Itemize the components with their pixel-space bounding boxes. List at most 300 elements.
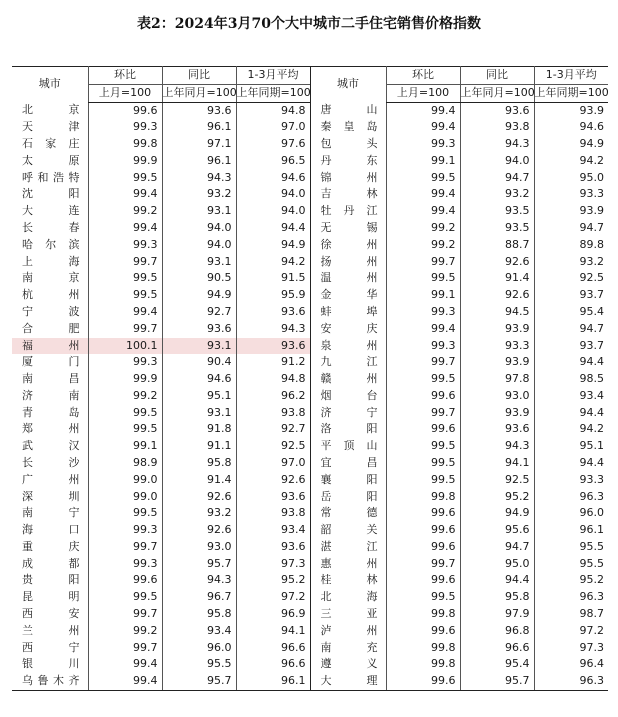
city-cell: 三亚 xyxy=(310,606,386,623)
city-cell: 石家庄 xyxy=(22,137,80,151)
city-cell: 韶关 xyxy=(310,522,386,539)
avg-cell: 96.4 xyxy=(534,656,608,673)
table-row xyxy=(12,405,608,422)
city-cell: 厦门 xyxy=(22,355,80,369)
avg-cell: 93.8 xyxy=(236,505,310,522)
hb-cell: 99.7 xyxy=(88,640,162,657)
table-row xyxy=(12,136,608,153)
hb-cell: 99.7 xyxy=(386,254,460,271)
city-cell: 呼和浩特 xyxy=(22,170,80,184)
table-row xyxy=(12,237,608,254)
header-avg-right: 1-3月平均 xyxy=(534,67,608,85)
hb-cell: 99.6 xyxy=(386,572,460,589)
price-index-table xyxy=(12,66,608,691)
avg-cell: 93.4 xyxy=(534,388,608,405)
city-cell: 徐州 xyxy=(310,237,386,254)
tb-cell: 94.6 xyxy=(162,371,236,388)
hb-cell: 99.5 xyxy=(88,405,162,422)
hb-cell: 99.5 xyxy=(386,589,460,606)
avg-cell: 95.2 xyxy=(534,572,608,589)
hb-cell: 99.5 xyxy=(386,438,460,455)
avg-cell: 94.6 xyxy=(236,170,310,187)
table-row xyxy=(12,455,608,472)
city-cell: 泉州 xyxy=(310,338,386,355)
hb-cell: 99.4 xyxy=(386,186,460,203)
city-cell: 济南 xyxy=(22,388,80,402)
hb-cell: 99.5 xyxy=(386,455,460,472)
header-avg-base-left: 上年同期=100 xyxy=(236,84,310,102)
tb-cell: 92.6 xyxy=(460,254,534,271)
table-row xyxy=(12,102,608,119)
hb-cell: 99.7 xyxy=(88,254,162,271)
tb-cell: 96.8 xyxy=(460,623,534,640)
city-cell: 常德 xyxy=(310,505,386,522)
avg-cell: 94.4 xyxy=(534,455,608,472)
hb-cell: 99.3 xyxy=(88,556,162,573)
tb-cell: 94.3 xyxy=(162,572,236,589)
avg-cell: 93.9 xyxy=(534,203,608,220)
city-cell: 锦州 xyxy=(310,170,386,187)
city-cell: 包头 xyxy=(310,136,386,153)
hb-cell: 99.7 xyxy=(386,405,460,422)
tb-cell: 93.1 xyxy=(162,203,236,220)
hb-cell: 99.3 xyxy=(88,354,162,371)
tb-cell: 91.4 xyxy=(162,472,236,489)
avg-cell: 93.7 xyxy=(534,338,608,355)
city-cell: 吉林 xyxy=(310,186,386,203)
tb-cell: 95.8 xyxy=(162,455,236,472)
city-cell: 重庆 xyxy=(22,539,80,553)
city-cell: 南充 xyxy=(310,640,386,657)
tb-cell: 93.0 xyxy=(162,539,236,556)
tb-cell: 94.9 xyxy=(162,287,236,304)
tb-cell: 90.4 xyxy=(162,354,236,371)
city-cell: 岳阳 xyxy=(310,489,386,506)
tb-cell: 94.0 xyxy=(162,237,236,254)
table-row xyxy=(12,338,608,355)
table-row xyxy=(12,304,608,321)
tb-cell: 92.6 xyxy=(162,522,236,539)
city-cell: 南宁 xyxy=(22,506,80,520)
avg-cell: 94.1 xyxy=(236,623,310,640)
hb-cell: 99.2 xyxy=(88,203,162,220)
table-row xyxy=(12,153,608,170)
avg-cell: 93.7 xyxy=(534,287,608,304)
avg-cell: 91.2 xyxy=(236,354,310,371)
hb-cell: 99.6 xyxy=(386,388,460,405)
tb-cell: 95.1 xyxy=(162,388,236,405)
city-cell: 哈尔滨 xyxy=(22,237,80,251)
avg-cell: 94.0 xyxy=(236,203,310,220)
avg-cell: 96.3 xyxy=(534,589,608,606)
tb-cell: 97.9 xyxy=(460,606,534,623)
table-row xyxy=(12,606,608,623)
tb-cell: 96.7 xyxy=(162,589,236,606)
hb-cell: 99.7 xyxy=(386,354,460,371)
avg-cell: 94.7 xyxy=(534,220,608,237)
city-cell: 金华 xyxy=(310,287,386,304)
avg-cell: 94.4 xyxy=(236,220,310,237)
avg-cell: 94.8 xyxy=(236,371,310,388)
tb-cell: 95.5 xyxy=(162,656,236,673)
city-cell: 福州 xyxy=(12,338,88,355)
city-cell: 太原 xyxy=(22,153,80,167)
tb-cell: 93.2 xyxy=(162,505,236,522)
hb-cell: 99.5 xyxy=(88,287,162,304)
header-hb-left: 环比 xyxy=(88,67,162,85)
hb-cell: 99.8 xyxy=(88,136,162,153)
avg-cell: 96.0 xyxy=(534,505,608,522)
city-cell: 深圳 xyxy=(22,489,80,503)
tb-cell: 97.8 xyxy=(460,371,534,388)
table-row xyxy=(12,589,608,606)
table-row xyxy=(12,673,608,690)
avg-cell: 92.7 xyxy=(236,421,310,438)
avg-cell: 89.8 xyxy=(534,237,608,254)
table-row xyxy=(12,203,608,220)
avg-cell: 93.3 xyxy=(534,472,608,489)
city-cell: 西安 xyxy=(22,607,80,620)
hb-cell: 99.8 xyxy=(386,656,460,673)
avg-cell: 93.8 xyxy=(236,405,310,422)
header-tb-base-left: 上年同月=100 xyxy=(162,84,236,102)
avg-cell: 94.9 xyxy=(236,237,310,254)
hb-cell: 99.4 xyxy=(88,673,162,690)
city-cell: 九江 xyxy=(310,354,386,371)
hb-cell: 99.2 xyxy=(88,388,162,405)
table-row xyxy=(12,438,608,455)
avg-cell: 93.6 xyxy=(236,338,310,355)
tb-cell: 92.5 xyxy=(460,472,534,489)
city-cell: 南昌 xyxy=(22,372,80,386)
city-cell: 北京 xyxy=(22,103,80,117)
avg-cell: 96.3 xyxy=(534,489,608,506)
city-cell: 无锡 xyxy=(310,220,386,237)
avg-cell: 94.2 xyxy=(534,153,608,170)
avg-cell: 93.6 xyxy=(236,489,310,506)
tb-cell: 93.8 xyxy=(460,119,534,136)
header-city-left: 城市 xyxy=(38,77,61,91)
header-hb-right: 环比 xyxy=(386,67,460,85)
tb-cell: 94.5 xyxy=(460,304,534,321)
avg-cell: 97.2 xyxy=(534,623,608,640)
tb-cell: 94.3 xyxy=(460,438,534,455)
table-row xyxy=(12,472,608,489)
hb-cell: 99.8 xyxy=(386,489,460,506)
avg-cell: 92.5 xyxy=(236,438,310,455)
avg-cell: 97.3 xyxy=(236,556,310,573)
tb-cell: 96.0 xyxy=(162,640,236,657)
tb-cell: 96.1 xyxy=(162,119,236,136)
avg-cell: 94.8 xyxy=(236,102,310,119)
avg-cell: 96.1 xyxy=(534,522,608,539)
avg-cell: 97.0 xyxy=(236,119,310,136)
city-cell: 银川 xyxy=(22,657,80,671)
hb-cell: 99.7 xyxy=(386,556,460,573)
city-cell: 赣州 xyxy=(310,371,386,388)
tb-cell: 92.6 xyxy=(460,287,534,304)
city-cell: 成都 xyxy=(22,556,80,570)
table-row xyxy=(12,640,608,657)
city-cell: 上海 xyxy=(22,254,80,268)
city-cell: 襄阳 xyxy=(310,472,386,489)
hb-cell: 99.9 xyxy=(88,153,162,170)
header-avg-left: 1-3月平均 xyxy=(236,67,310,85)
table-row xyxy=(12,270,608,287)
hb-cell: 99.3 xyxy=(386,304,460,321)
table-row xyxy=(12,254,608,271)
hb-cell: 99.7 xyxy=(88,321,162,338)
hb-cell: 99.3 xyxy=(386,136,460,153)
hb-cell: 99.5 xyxy=(88,421,162,438)
hb-cell: 99.4 xyxy=(88,304,162,321)
tb-cell: 96.6 xyxy=(460,640,534,657)
avg-cell: 97.2 xyxy=(236,589,310,606)
tb-cell: 93.9 xyxy=(460,354,534,371)
tb-cell: 95.8 xyxy=(162,606,236,623)
hb-cell: 99.1 xyxy=(386,287,460,304)
tb-cell: 95.7 xyxy=(162,556,236,573)
table-row xyxy=(12,656,608,673)
table-row xyxy=(12,623,608,640)
city-cell: 秦皇岛 xyxy=(310,119,386,136)
city-cell: 长沙 xyxy=(22,455,80,469)
hb-cell: 99.5 xyxy=(386,472,460,489)
header-hb-base-right: 上月=100 xyxy=(386,84,460,102)
table-row xyxy=(12,522,608,539)
hb-cell: 99.7 xyxy=(88,539,162,556)
hb-cell: 99.4 xyxy=(88,220,162,237)
city-cell: 蚌埠 xyxy=(310,304,386,321)
table-row xyxy=(12,539,608,556)
tb-cell: 95.7 xyxy=(460,673,534,690)
tb-cell: 93.5 xyxy=(460,203,534,220)
hb-cell: 99.4 xyxy=(88,656,162,673)
header-hb-base-left: 上月=100 xyxy=(88,84,162,102)
hb-cell: 99.6 xyxy=(88,572,162,589)
hb-cell: 99.2 xyxy=(88,623,162,640)
city-cell: 昆明 xyxy=(22,590,80,604)
avg-cell: 98.5 xyxy=(534,371,608,388)
hb-cell: 99.6 xyxy=(386,623,460,640)
tb-cell: 93.4 xyxy=(162,623,236,640)
hb-cell: 99.6 xyxy=(386,505,460,522)
avg-cell: 94.2 xyxy=(534,421,608,438)
city-cell: 海口 xyxy=(22,523,80,537)
hb-cell: 99.0 xyxy=(88,489,162,506)
hb-cell: 99.2 xyxy=(386,220,460,237)
city-cell: 郑州 xyxy=(22,422,80,436)
table-row xyxy=(12,170,608,187)
city-cell: 温州 xyxy=(310,270,386,287)
city-cell: 唐山 xyxy=(310,102,386,119)
table-row xyxy=(12,505,608,522)
avg-cell: 96.9 xyxy=(236,606,310,623)
tb-cell: 95.0 xyxy=(460,556,534,573)
tb-cell: 94.3 xyxy=(460,136,534,153)
hb-cell: 98.9 xyxy=(88,455,162,472)
avg-cell: 93.6 xyxy=(236,304,310,321)
hb-cell: 99.4 xyxy=(386,321,460,338)
tb-cell: 93.9 xyxy=(460,405,534,422)
city-cell: 青岛 xyxy=(22,405,80,419)
hb-cell: 99.5 xyxy=(386,371,460,388)
tb-cell: 93.0 xyxy=(460,388,534,405)
avg-cell: 94.2 xyxy=(236,254,310,271)
table-row xyxy=(12,371,608,388)
avg-cell: 96.2 xyxy=(236,388,310,405)
tb-cell: 92.6 xyxy=(162,489,236,506)
avg-cell: 96.1 xyxy=(236,673,310,690)
city-cell: 杭州 xyxy=(22,288,80,302)
table-row xyxy=(12,354,608,371)
city-cell: 西宁 xyxy=(22,640,80,654)
tb-cell: 93.3 xyxy=(460,338,534,355)
tb-cell: 95.8 xyxy=(460,589,534,606)
avg-cell: 93.9 xyxy=(534,102,608,119)
hb-cell: 99.4 xyxy=(386,102,460,119)
tb-cell: 94.3 xyxy=(162,170,236,187)
city-cell: 洛阳 xyxy=(310,421,386,438)
hb-cell: 99.2 xyxy=(386,237,460,254)
tb-cell: 95.2 xyxy=(460,489,534,506)
avg-cell: 97.6 xyxy=(236,136,310,153)
tb-cell: 91.8 xyxy=(162,421,236,438)
avg-cell: 93.6 xyxy=(236,539,310,556)
table-row xyxy=(12,489,608,506)
tb-cell: 97.1 xyxy=(162,136,236,153)
tb-cell: 94.7 xyxy=(460,170,534,187)
avg-cell: 93.4 xyxy=(236,522,310,539)
tb-cell: 93.6 xyxy=(460,421,534,438)
avg-cell: 96.6 xyxy=(236,656,310,673)
hb-cell: 99.6 xyxy=(386,539,460,556)
hb-cell: 99.5 xyxy=(386,170,460,187)
avg-cell: 95.5 xyxy=(534,539,608,556)
hb-cell: 99.7 xyxy=(88,606,162,623)
avg-cell: 96.5 xyxy=(236,153,310,170)
city-cell: 兰州 xyxy=(22,623,80,637)
tb-cell: 93.2 xyxy=(460,186,534,203)
city-cell: 沈阳 xyxy=(22,187,80,201)
tb-cell: 93.6 xyxy=(162,102,236,119)
avg-cell: 94.4 xyxy=(534,354,608,371)
avg-cell: 97.3 xyxy=(534,640,608,657)
city-cell: 丹东 xyxy=(310,153,386,170)
avg-cell: 95.0 xyxy=(534,170,608,187)
hb-cell: 99.6 xyxy=(386,421,460,438)
table-row xyxy=(12,556,608,573)
hb-cell: 99.0 xyxy=(88,472,162,489)
header-tb-left: 同比 xyxy=(162,67,236,85)
tb-cell: 91.4 xyxy=(460,270,534,287)
hb-cell: 99.5 xyxy=(88,270,162,287)
tb-cell: 93.1 xyxy=(162,338,236,355)
avg-cell: 92.5 xyxy=(534,270,608,287)
tb-cell: 95.4 xyxy=(460,656,534,673)
tb-cell: 93.1 xyxy=(162,254,236,271)
city-cell: 北海 xyxy=(310,589,386,606)
city-cell: 乌鲁木齐 xyxy=(12,673,88,690)
avg-cell: 93.3 xyxy=(534,186,608,203)
hb-cell: 99.5 xyxy=(386,270,460,287)
city-cell: 桂林 xyxy=(310,572,386,589)
tb-cell: 94.0 xyxy=(162,220,236,237)
city-cell: 南京 xyxy=(22,271,80,285)
avg-cell: 96.6 xyxy=(236,640,310,657)
tb-cell: 93.6 xyxy=(460,102,534,119)
hb-cell: 99.6 xyxy=(386,673,460,690)
city-cell: 长春 xyxy=(22,221,80,235)
tb-cell: 91.1 xyxy=(162,438,236,455)
hb-cell: 99.6 xyxy=(88,102,162,119)
avg-cell: 94.4 xyxy=(534,405,608,422)
tb-cell: 94.9 xyxy=(460,505,534,522)
hb-cell: 99.3 xyxy=(88,237,162,254)
avg-cell: 95.5 xyxy=(534,556,608,573)
hb-cell: 99.1 xyxy=(88,438,162,455)
city-cell: 烟台 xyxy=(310,388,386,405)
hb-cell: 99.3 xyxy=(88,522,162,539)
tb-cell: 95.6 xyxy=(460,522,534,539)
city-cell: 安庆 xyxy=(310,321,386,338)
hb-cell: 99.5 xyxy=(88,505,162,522)
header-tb-right: 同比 xyxy=(460,67,534,85)
hb-cell: 99.1 xyxy=(386,153,460,170)
avg-cell: 95.4 xyxy=(534,304,608,321)
table-row xyxy=(12,421,608,438)
avg-cell: 93.2 xyxy=(534,254,608,271)
header-avg-base-right: 上年同期=100 xyxy=(534,84,608,102)
city-cell: 大理 xyxy=(310,673,386,690)
city-cell: 泸州 xyxy=(310,623,386,640)
city-cell: 武汉 xyxy=(22,439,80,453)
table-row xyxy=(12,186,608,203)
hb-cell: 99.4 xyxy=(88,186,162,203)
hb-cell: 99.3 xyxy=(386,338,460,355)
hb-cell: 99.3 xyxy=(88,119,162,136)
avg-cell: 95.1 xyxy=(534,438,608,455)
city-cell: 遵义 xyxy=(310,656,386,673)
header-city-right: 城市 xyxy=(310,67,386,103)
table-row xyxy=(12,321,608,338)
avg-cell: 95.9 xyxy=(236,287,310,304)
hb-cell: 99.8 xyxy=(386,640,460,657)
hb-cell: 99.4 xyxy=(386,203,460,220)
city-cell: 贵阳 xyxy=(22,573,80,587)
city-cell: 大连 xyxy=(22,204,80,218)
hb-cell: 99.5 xyxy=(88,170,162,187)
tb-cell: 93.9 xyxy=(460,321,534,338)
tb-cell: 96.1 xyxy=(162,153,236,170)
tb-cell: 94.1 xyxy=(460,455,534,472)
table-row xyxy=(12,572,608,589)
tb-cell: 90.5 xyxy=(162,270,236,287)
avg-cell: 94.6 xyxy=(534,119,608,136)
avg-cell: 95.2 xyxy=(236,572,310,589)
city-cell: 广州 xyxy=(22,472,80,486)
hb-cell: 100.1 xyxy=(88,338,162,355)
avg-cell: 92.6 xyxy=(236,472,310,489)
avg-cell: 94.0 xyxy=(236,186,310,203)
avg-cell: 94.3 xyxy=(236,321,310,338)
tb-cell: 93.5 xyxy=(460,220,534,237)
city-cell: 宁波 xyxy=(22,304,80,318)
hb-cell: 99.5 xyxy=(88,589,162,606)
page-title: 表2：2024年3月70个大中城市二手住宅销售价格指数 xyxy=(137,16,481,32)
hb-cell: 99.4 xyxy=(386,119,460,136)
hb-cell: 99.9 xyxy=(88,371,162,388)
